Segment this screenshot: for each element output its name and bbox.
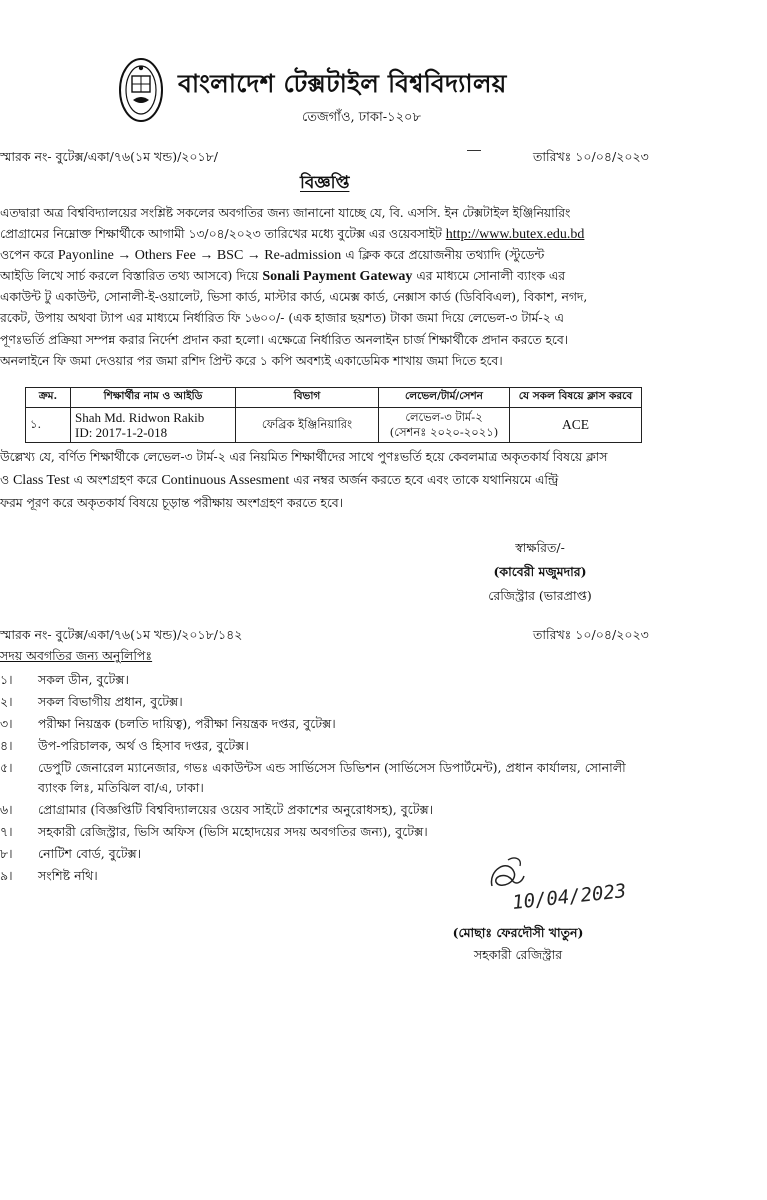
institution-name: বাংলাদেশ টেক্সটাইল বিশ্ববিদ্যালয় <box>178 69 507 98</box>
website-link[interactable]: http://www.butex.edu.bd <box>445 227 585 243</box>
column-header: লেভেল/টার্ম/সেশন <box>379 388 510 408</box>
body-line: এতদ্বারা অত্র বিশ্ববিদ্যালয়ের সংশ্লিষ্ট সকলের অবগতির জন্য জানানো যাচ্ছে যে, বি. এসসি. ইন টেক্সটাইল ইঞ্জিনিয়ারিং <box>0 206 571 220</box>
payment-path: Payonline → Others Fee → BSC → Re-admission <box>57 248 342 264</box>
subjects-cell: ACE <box>510 408 642 443</box>
signatory-name-2: (মোছাঃ ফেরদৌসী খাতুন) <box>452 925 584 940</box>
cc-heading: সদয় অবগতির জন্য অনুলিপিঃ <box>0 648 153 663</box>
stray-mark <box>467 150 481 151</box>
signatory-title-2: সহকারী রেজিস্ট্রার <box>473 947 563 962</box>
signatory-block <box>440 536 640 608</box>
body-line: অনলাইনে ফি জমা দেওয়ার পর জমা রশিদ প্রিন্ট করে ১ কপি অবশ্যই একাডেমিক শাখায় জমা দিতে হবে। <box>0 353 503 368</box>
department-cell: ফেব্রিক ইঞ্জিনিয়ারিং <box>236 408 379 443</box>
level-cell <box>379 408 510 443</box>
column-header: বিভাগ <box>236 388 379 408</box>
payment-gateway: Sonali Payment Gateway <box>262 269 413 285</box>
student-name: Shah Md. Ridwon Rakib <box>75 410 205 425</box>
cc-list-last: ৯। সংশিষ্ট নথি। <box>0 868 98 883</box>
body-line: উল্লেখ্য যে, বর্ণিত শিক্ষার্থীকে লেভেল-৩ টার্ম-২ এর নিয়মিত শিক্ষার্থীদের সাথে পুণঃভর্তি হয়ে কেবলমাত্র অকৃতকার্য বিষয়ে ক্লাস <box>0 450 608 464</box>
column-header: শিক্ষার্থীর নাম ও আইডি <box>71 388 236 408</box>
body-line: প্রোগ্রামের নিম্নোক্ত শিক্ষার্থীকে আগামী ১৩/০৪/২০২৩ তারিখের মধ্যে বুটেক্স এর ওয়েবসাইট http://www.butex.edu.bd <box>0 227 585 243</box>
signatory-block-2 <box>438 922 598 966</box>
level-term: লেভেল-৩ টার্ম-২ <box>405 410 483 424</box>
table-header-row <box>26 388 642 408</box>
session: (সেশনঃ ২০২০-২০২১) <box>389 425 499 439</box>
signatory-name: (কাবেরী মজুমদার) <box>493 564 587 579</box>
memo-date: তারিখঃ ১০/০৪/২০২৩ <box>533 149 649 164</box>
handwritten-date: 10/04/2023 <box>511 880 628 914</box>
memo-reference: স্মারক নং- বুটেক্স/একা/৭৬(১ম খন্ড)/২০১৮/ <box>0 149 218 164</box>
body-line: ও Class Test এ অংশগ্রহণ করে Continuous Assesment এর নম্বর অর্জন করতে হবে এবং তাকে যথানিয়মে এন্ট্রি <box>0 473 559 488</box>
body-line: ওপেন করে Payonline → Others Fee → BSC → Re-admission এ ক্লিক করে প্রয়োজনীয় তথ্যাদি (স্টুডেন্ট <box>0 248 545 264</box>
memo-reference-2: স্মারক নং- বুটেক্স/একা/৭৬(১ম খন্ড)/২০১৮/১৪২ <box>0 627 243 642</box>
university-logo <box>118 56 164 124</box>
column-header: ক্রম. <box>26 388 71 408</box>
column-header: যে সকল বিষয়ে ক্লাস করবে <box>510 388 642 408</box>
institution-address: তেজগাঁও, ঢাকা-১২০৮ <box>302 110 421 125</box>
student-id: ID: 2017-1-2-018 <box>75 425 168 440</box>
serial-cell: ১. <box>26 408 71 443</box>
student-table <box>25 387 642 443</box>
table-row <box>26 408 642 443</box>
body-line: রকেট, উপায় অথবা ট্যাপ এর মাধ্যমে নির্ধারিত ফি ১৬০০/- (এক হাজার ছয়শত) টাকা জমা দিয়ে লেভেল-৩ টার্ম-২ এ <box>0 311 564 326</box>
class-test-term: Class Test <box>12 473 70 488</box>
notice-body <box>0 203 767 372</box>
notice-body-2 <box>0 446 767 515</box>
student-cell <box>71 408 236 443</box>
memo-date-2: তারিখঃ ১০/০৪/২০২৩ <box>533 627 649 642</box>
notice-heading: বিজ্ঞপ্তি <box>300 173 350 193</box>
cc-list: ১। সকল ডীন, বুটেক্স। ২। সকল বিভাগীয় প্রধান, বুটেক্স। ৩। পরীক্ষা নিয়ন্ত্রক (চলতি দায়িত্ব), পরীক্ষা নিয়ন্ত্রক দপ্তর, বুটেক্স। ৪। উপ-পরিচালক, অর্থ ও হিসাব দপ্তর, বুটেক্স। ৫। ডেপুটি জেনারেল ম্যানেজার, গভঃ একাউন্টস এন্ড সার্ভিসেস ডিভিশন (সার্ভিসেস ডিপার্টমেন্ট), প্রধান কার্যালয়, সোনালী ব্যাংক লিঃ, মতিঝিল বা/এ, ঢাকা। ৬। প্রোগ্রামার (বিজ্ঞপ্তিটি বিশ্ববিদ্যালয়ের ওয়েব সাইটে প্রকাশের অনুরোধসহ), বুটেক্স। ৭। সহকারী রেজিস্ট্রার, ভিসি অফিস (ভিসি মহোদয়ের সদয় অবগতির জন্য), বুটেক্স। ৮। নোটিশ বোর্ড, বুটেক্স। <box>0 672 626 861</box>
body-line: পূণঃভর্তি প্রক্রিয়া সম্পন্ন করার নির্দেশ প্রদান করা হলো। এক্ষেত্রে নির্ধারিত অনলাইন চার্জ শিক্ষার্থীকে প্রদান করতে হবে। <box>0 332 569 347</box>
body-line: ফরম পূরণ করে অকৃতকার্য বিষয়ে চূড়ান্ত পরীক্ষায় অংশগ্রহণ করতে হবে। <box>0 496 344 510</box>
signatory-title: রেজিস্ট্রার (ভারপ্রাপ্ত) <box>488 588 592 603</box>
body-line: আইডি লিখে সার্চ করলে বিস্তারিত তথ্য আসবে) দিয়ে Sonali Payment Gateway এর মাধ্যমে সোনালী ব্যাংক এর <box>0 269 565 285</box>
body-line: একাউন্ট টু একাউন্ট, সোনালী-ই-ওয়ালেট, ভিসা কার্ড, মাস্টার কার্ড, এমেক্স কার্ড, নেক্সাস কার্ড (ডিবিবিএল), বিকাশ, নগদ, <box>0 290 588 305</box>
signed-mark: স্বাক্ষরিত/- <box>515 540 565 555</box>
continuous-assessment-term: Continuous Assesment <box>161 473 290 488</box>
